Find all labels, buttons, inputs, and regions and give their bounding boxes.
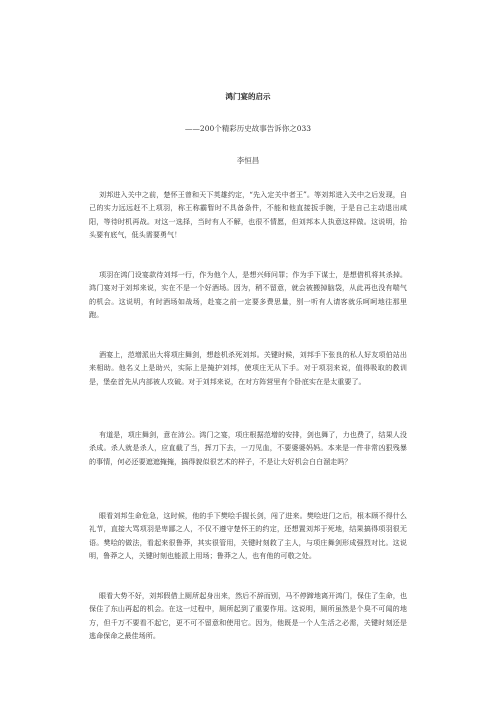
- article-subtitle: ——200个精彩历史故事告诉你之033: [184, 124, 312, 133]
- paragraph-3: 酒宴上，范增派出大将项庄舞剑，想趁机杀死刘邦。关键时候，刘邦手下张良的私人好友项伯站出来相助。他名义上是助兴，实际上是掩护刘邦，使项庄无从下手。对于项羽来说，值得吸取的教训是，堡垒首先从内部被人攻破。对于刘邦来说，在对方阵营里有个卧底实在是太重要了。: [89, 350, 407, 386]
- paragraph-1: 刘邦进入关中之前，楚怀王曾和天下英雄约定，“先入定关中者王”。等刘邦进入关中之后发现，自己的实力远远赶不上项羽，称王称霸暂时不具备条件，不能和他直接扳手腕，于是自己主动退出咸阳，等待时机再战。对这一选择，当时有人不解，也很不情愿，但刘邦本人执意这样做。这说明，抬头要有底气，低头需要勇气！: [89, 190, 407, 239]
- paragraph-4: 有道是，项庄舞剑，意在沛公。鸿门之宴，项庄根据范增的安排，剑也舞了，力也费了，结果人没杀成。杀人就是杀人，应直截了当，挥刀下去，一刀见血，不要婆婆妈妈。本来是一件非常凶狠残暴的事情，何必还要遮遮掩掩，搞得貌似很艺术的样子，不是让大好机会白白溜走吗？: [89, 430, 407, 466]
- paragraph-2: 项羽在鸿门设宴款待刘邦一行，作为他个人，是想兴师问罪；作为手下谋士，是想借机将其杀掉。鸿门宴对于刘邦来说，实在不是一个好酒场。因为，稍不留意，就会被搬掉脑袋，从此再也没有喘气的机会。这说明，有时酒场如战场，赴宴之前一定要多费思量，别一听有人请客就乐呵呵地往那里跑。: [89, 270, 407, 319]
- paragraph-5: 眼看刘邦生命危急，这时候，他的手下樊哙手握长剑，闯了进来。樊哙进门之后，根本顾不得什么礼节，直接大骂项羽是卑鄙之人，不仅不遵守楚怀王的约定，还想置刘邦于死地，结果搞得项羽很无语。樊哙的做法，看起来很鲁莽，其实很管用，关键时刻救了主人，与项庄舞剑形成强烈对比。这说明，鲁莽之人，关键时刻也能派上用场；鲁莽之人，也有他的可敬之处。: [89, 511, 407, 560]
- paragraph-6: 眼看大势不好，刘邦假借上厕所起身出来，然后不辞而别，马不停蹄地离开鸿门，保住了生命，也保住了东山再起的机会。在这一过程中，厕所起到了重要作用。这说明，厕所虽然是个臭不可闻的地方，但千万不要看不起它，更不可不留意和使用它。因为，他既是一个人生活之必需，关键时刻还是逃命保命之最佳场所。: [89, 591, 407, 640]
- article-author: 李恒昌: [236, 156, 260, 165]
- article-title: 鸿门宴的启示: [225, 92, 271, 101]
